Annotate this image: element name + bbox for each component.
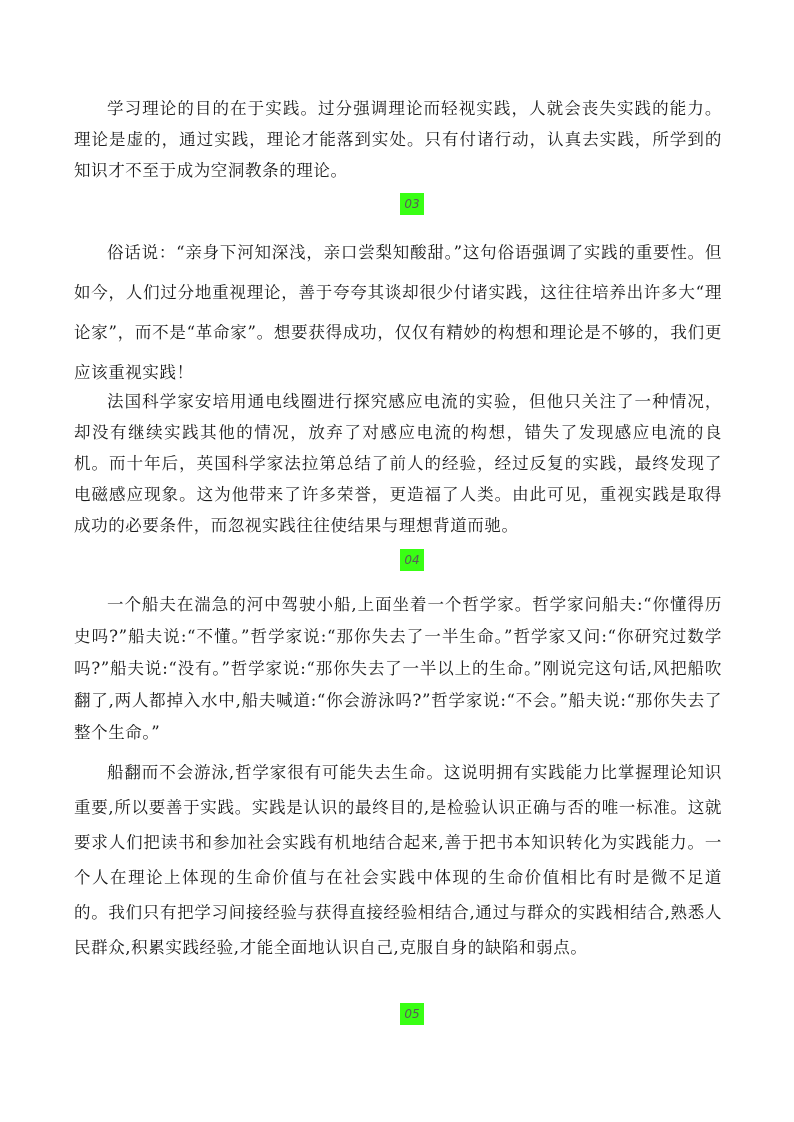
paragraph-5: 船翻而不会游泳,哲学家很有可能失去生命。这说明拥有实践能力比掌握理论知识重要,所以要善于实践。实践是认识的最终目的,是检验认识正确与否的唯一标准。这就要求人们把读书和参加社会实践有机地结合起来,善于把书本知识转化为实践能力。一个人在理论上体现的生命价值与在社会实践中体现的生命价值相比有时是微不足道的。我们只有把学习间接经验与获得直接经验相结合,通过与群众的实践相结合,熟悉人民群众,积累实践经验,才能全面地认识自己,克服自身的缺陷和弱点。 — [74, 763, 722, 957]
paragraph-2: 俗话说：“亲身下河知深浅，亲口尝梨知酸甜。”这句俗语强调了实践的重要性。但如今，人们过分地重视理论，善于夸夸其谈却很少付诸实践，这往往培养出许多大“理论家”，而不是“革命家”。想要获得成功，仅仅有精妙的构想和理论是不够的，我们更应该重视实践！ — [74, 243, 722, 382]
section-badge-05: 05 — [400, 1003, 424, 1025]
paragraph-1: 学习理论的目的在于实践。过分强调理论而轻视实践，人就会丧失实践的能力。理论是虚的，通过实践，理论才能落到实处。只有付诸行动，认真去实践，所学到的知识才不至于成为空洞教条的理论。 — [74, 99, 722, 180]
section-badge-03: 03 — [400, 193, 424, 215]
paragraph-4: 一个船夫在湍急的河中驾驶小船,上面坐着一个哲学家。哲学家问船夫:“你懂得历史吗?”船夫说:“不懂。”哲学家说:“那你失去了一半生命。”哲学家又问:“你研究过数学吗?”船夫说:“没有。”哲学家说:“那你失去了一半以上的生命。”刚说完这句话,风把船吹翻了,两人都掉入水中,船夫喊道:“你会游泳吗?”哲学家说:“不会。”船夫说:“那你失去了整个生命。” — [74, 595, 722, 742]
paragraph-3: 法国科学家安培用通电线圈进行探究感应电流的实验，但他只关注了一种情况，却没有继续实践其他的情况，放弃了对感应电流的构想，错失了发现感应电流的良机。而十年后，英国科学家法拉第总结了前人的经验，经过反复的实践，最终发现了电磁感应现象。这为他带来了许多荣誉，更造福了人类。由此可见，重视实践是取得成功的必要条件，而忽视实践往往使结果与理想背道而驰。 — [74, 392, 722, 535]
section-badge-04: 04 — [400, 549, 424, 571]
